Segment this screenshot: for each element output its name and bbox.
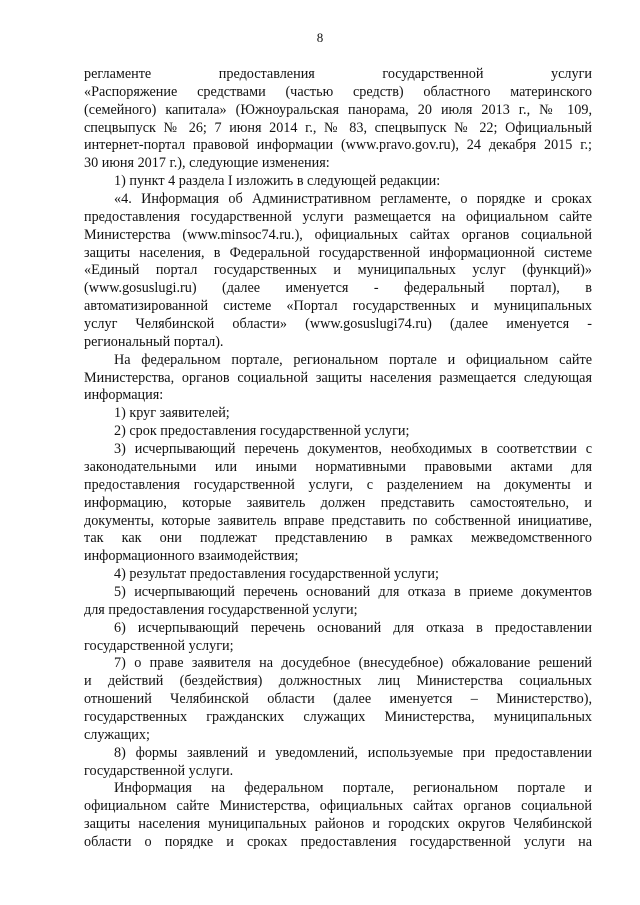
text-line: автоматизированной системе «Портал государственных и муниципальных [84,298,592,315]
text-line: информацию, которые заявитель должен представить самостоятельно, и [84,494,592,511]
text-line: государственных гражданских служащих Министерства, муниципальных [84,708,592,725]
text-line: (семейного) капитала» (Южноуральская панорама, 20 июля 2013 г., № 109, [84,101,592,118]
text-line: информация: [84,387,164,404]
text-line: защиты населения, в Федеральной государственной информационной системе [84,244,592,261]
text-line: законодательными или иными нормативными правовыми актами для [84,458,592,475]
text-line: (www.gosuslugi.ru) (далее именуется - федеральный портал), в [84,280,592,297]
text-line: «Распоряжение средствами (частью средств) областного материнского [84,83,592,100]
text-line: государственной услуги. [84,762,234,779]
text-line: государственной услуги; [84,637,234,654]
text-line: 6) исчерпывающий перечень оснований для отказа в предоставлении [114,619,592,636]
text-line: документы, которые заявитель вправе представить по собственной инициативе, [84,512,592,529]
text-line: так как они подлежат представлению в рамках межведомственного [84,530,592,547]
text-line: услуг Челябинской области» (www.gosuslugi74.ru) (далее именуется - [84,316,592,333]
text-line: 8) формы заявлений и уведомлений, используемые при предоставлении [114,744,592,761]
text-line: 5) исчерпывающий перечень оснований для отказа в приеме документов [114,583,592,600]
text-line: области о порядке и сроках предоставления государственной услуги на [84,833,592,850]
text-line: региональный портал). [84,333,224,350]
text-line: 2) срок предоставления государственной услуги; [114,423,410,440]
text-line: 7) о праве заявителя на досудебное (внесудебное) обжалование решений [114,655,592,672]
text-line: «4. Информация об Административном регламенте, о порядке и сроках [114,191,592,208]
text-line: 3) исчерпывающий перечень документов, необходимых в соответствии с [114,441,592,458]
page-number: 8 [316,30,324,45]
text-line: и действий (бездействия) должностных лиц Министерства социальных [84,673,592,690]
text-line: Информация на федеральном портале, региональном портале и [114,780,592,797]
text-line: отношений Челябинской области (далее именуется – Министерство), [84,691,592,708]
text-line: интернет-портал правовой информации (www.pravo.gov.ru), 24 декабря 2015 г.; [84,137,592,154]
text-line: 1) пункт 4 раздела I изложить в следующей редакции: [114,173,441,190]
text-line: предоставления государственной услуги, с разделением на документы и [84,476,592,493]
text-line: спецвыпуск № 26; 7 июня 2014 г., № 83, спецвыпуск № 22; Официальный [84,119,592,136]
text-line: 30 июня 2017 г.), следующие изменения: [84,155,330,172]
text-line: Министерства (www.minsoc74.ru.), официальных сайтах органов социальной [84,226,592,243]
text-line: предоставления государственной услуги размещается на официальном сайте [84,208,592,225]
text-line: На федеральном портале, региональном портале и официальном сайте [114,351,592,368]
text-line: Министерства, органов социальной защиты населения размещается следующая [84,369,592,386]
text-line: официальном сайте Министерства, официальных сайтах органов социальной [84,798,592,815]
text-line: информационного взаимодействия; [84,548,299,565]
text-line: для предоставления государственной услуги; [84,601,358,618]
text-line: защиты населения муниципальных районов и городских округов Челябинской [84,816,592,833]
text-line: служащих; [84,726,150,743]
text-line: 4) результат предоставления государственной услуги; [114,566,439,583]
text-line: 1) круг заявителей; [114,405,230,422]
text-line: регламенте предоставления государственной услуги [84,66,592,82]
text-line: «Единый портал государственных и муниципальных услуг (функций)» [84,262,592,279]
